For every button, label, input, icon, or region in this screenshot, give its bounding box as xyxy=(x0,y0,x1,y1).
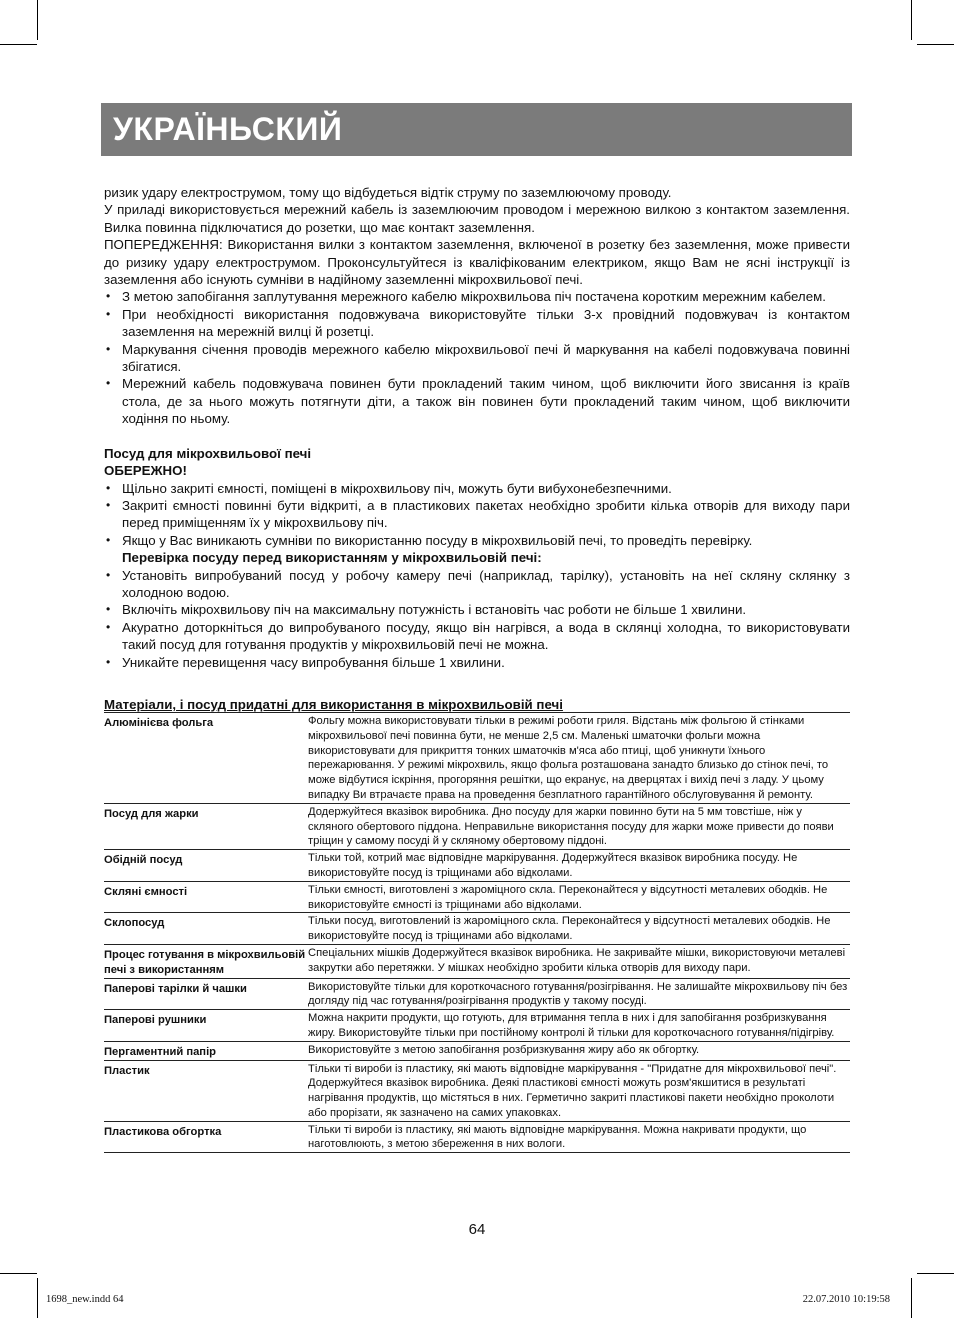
material-name: Процес готування в мікрохвильовій печі з використанням xyxy=(104,944,307,978)
list-item: • Включіть мікрохвильову піч на максимальну потужність і встановіть час роботи не більше 1 хвилини. xyxy=(104,601,850,618)
page-number: 64 xyxy=(468,1221,486,1238)
material-name: Пластик xyxy=(104,1060,307,1121)
table-row xyxy=(104,944,850,978)
footer-datetime-slug: 22.07.2010 10:19:58 xyxy=(802,1294,890,1305)
material-name: Паперові тарілки й чашки xyxy=(104,978,307,1010)
material-description: Спеціальних мішків Додержуйтеся вказівок виробника. Не закривайте мішки, використовуючи металеві закрутки або перетяжки. У мішках необхідно зробити кілька отворів для виходу пари. xyxy=(307,944,850,978)
cable-bullet-list xyxy=(104,288,850,427)
crop-mark xyxy=(0,44,37,45)
material-name: Склопосуд xyxy=(104,913,307,945)
list-item: • Закриті ємності повинні бути відкриті, а в пластикових пакетах необхідно зробити кілька отворів для виходу пари перед приміщенням їх у мікрохвильову піч. xyxy=(104,497,850,532)
crop-mark xyxy=(0,1273,37,1274)
material-description: Фольгу можна використовувати тільки в режимі роботи гриля. Відстань між фольгою й стінками мікрохвильової печі повинна бути, не менше 2,5 см. Маленькі шматочки фольги можна використовувати для прикриття тонких шматочків м'яса або птиці, щоб уникнути їхнього пережарювання. У режимі мікрохвиль, якщо фольга розташована занадто близько до стінок печі, то може відбутися іскріння, прогоряння решітки, що екранує, на дверцятах і вихід печі з ладу. У цьому випадку Ви втрачаєте права на проведення безплатного гарантійного обслуговування й ремонту. xyxy=(307,712,850,803)
material-description: Можна накрити продукти, що готують, для втримання тепла в них і для запобігання розбризкування жиру. Використовуйте тільки при постійному контролі й тільки для короткочасного готування/підігріву. xyxy=(307,1010,850,1042)
cookware-bullet-list xyxy=(104,480,850,671)
table-row xyxy=(104,1041,850,1060)
crop-mark xyxy=(911,1278,912,1318)
table-row xyxy=(104,803,850,849)
list-item: • Акуратно доторкніться до випробуваного посуду, якщо він нагрівся, а вода в склянці холодна, то використовувати такий посуд для готування продуктів у мікрохвильовій печі не можна. xyxy=(104,619,850,654)
materials-table-title: Матеріали, і посуд придатні для використання в мікрохвильовій печі xyxy=(104,696,563,712)
material-description: Тільки ті вироби із пластику, які мають відповідне маркірування - "Придатне для мікрохвильової печі". Додержуйтеся вказівок виробника. Деякі пластикові ємності можуть розм'якшитися в результаті нагрівання продуктів, що містяться в них. Герметично закриті пластикові пакети необхідно проколоти або прорізати, як зазначено на самих упаковках. xyxy=(307,1060,850,1121)
table-row xyxy=(104,913,850,945)
crop-mark xyxy=(37,0,38,40)
material-name: Пластикова обгортка xyxy=(104,1121,307,1153)
table-row xyxy=(104,850,850,882)
table-row xyxy=(104,1121,850,1153)
paragraph: У приладі використовується мережний кабель із заземлюючим проводом і мережною вилкою з контактом заземлення. Вилка повинна підключатися до розетки, що має контакт заземлення. xyxy=(104,202,850,235)
table-row xyxy=(104,881,850,913)
list-item: • З метою запобігання заплутування мережного кабелю мікрохвильова піч постачена коротким мережним кабелем. xyxy=(104,288,850,305)
table-row xyxy=(104,712,850,803)
material-name: Посуд для жарки xyxy=(104,803,307,849)
table-row xyxy=(104,1010,850,1042)
check-heading: Перевірка посуду перед використанням у мікрохвильовій печі: xyxy=(122,550,542,566)
material-name: Паперові рушники xyxy=(104,1010,307,1042)
list-item: • Якщо у Вас виникають сумніви по використанню посуду в мікрохвильовій печі, то проведіть перевірку. xyxy=(104,532,850,549)
material-description: Додержуйтеся вказівок виробника. Дно посуду для жарки повинно бути на 5 мм товстіше, ніж у скляного обертового піддона. Неправильне використання посуду для жарки може привести до появи тріщин у самому посуді й у скляному обертовому піддоні. xyxy=(307,803,850,849)
crop-mark xyxy=(37,1278,38,1318)
table-row xyxy=(104,1060,850,1121)
caution-label: ОБЕРЕЖНО! xyxy=(104,463,187,479)
crop-mark xyxy=(917,1273,954,1274)
list-item: • Маркування січення проводів мережного кабелю мікрохвильової печі й маркування на кабелі подовжувача повинні збігатися. xyxy=(104,341,850,376)
language-title: УКРАЇНЬСКИЙ xyxy=(113,111,343,147)
material-name: Пергаментний папір xyxy=(104,1041,307,1060)
language-header-band xyxy=(101,103,852,156)
list-item: • Мережний кабель подовжувача повинен бути прокладений таким чином, щоб виключити його звисання із країв стола, де за нього можуть потягнути діти, а також він повинен бути прокладений таким чином, щоб виключити ходіння по ньому. xyxy=(104,375,850,427)
page-content xyxy=(104,184,850,1153)
material-description: Тільки посуд, виготовлений із жароміцного скла. Переконайтеся у відсутності металевих ободків. Не використовуйте посуд із тріщинами або відколами. xyxy=(307,913,850,945)
material-name: Скляні ємності xyxy=(104,881,307,913)
crop-mark xyxy=(911,0,912,40)
list-item: • При необхідності використання подовжувача використовуйте тільки 3-х провідний подовжувач із контактом заземлення на мережній вилці й розетці. xyxy=(104,306,850,341)
list-item: • Уникайте перевищення часу випробування більше 1 хвилини. xyxy=(104,654,850,671)
material-description: Тільки ємності, виготовлені з жароміцного скла. Переконайтеся у відсутності металевих ободків. Не використовуйте ємності із тріщинами або відколами. xyxy=(307,881,850,913)
footer-file-slug: 1698_new.indd 64 xyxy=(46,1294,124,1305)
section-heading: Посуд для мікрохвильової печі xyxy=(104,445,312,461)
material-description: Тільки той, котрий має відповідне маркірування. Додержуйтеся вказівок виробника посуду. Не використовуйте посуд із тріщинами або відколами. xyxy=(307,850,850,882)
paragraph: ризик удару електрострумом, тому що відбудеться відтік струму по заземлюючому проводу. xyxy=(104,185,672,200)
list-item: • Щільно закриті ємності, поміщені в мікрохвильову піч, можуть бути вибухонебезпечними. xyxy=(104,480,850,497)
warning-paragraph: ПОПЕРЕДЖЕННЯ: Використання вилки з контактом заземлення, включеної в розетку без заземлення, може привести до ризику удару електрострумом. Проконсультуйтеся із кваліфікованим електриком, якщо Вам не ясні інструкції із заземлення або існують сумніви в надійному заземленні мікрохвильової печі. xyxy=(104,237,850,288)
material-name: Обідній посуд xyxy=(104,850,307,882)
material-description: Використовуйте з метою запобігання розбризкування жиру або як обгортку. xyxy=(307,1041,850,1060)
list-item: • Установіть випробуваний посуд у робочу камеру печі (наприклад, тарілку), установіть на неї скляну склянку з холодною водою. xyxy=(104,567,850,602)
materials-table xyxy=(104,712,850,1153)
material-description: Використовуйте тільки для короткочасного готування/розігрівання. Не залишайте мікрохвильову піч без догляду під час готування/розігрівання продуктів у такому посуді. xyxy=(307,978,850,1010)
crop-mark xyxy=(917,44,954,45)
material-description: Тільки ті вироби із пластику, які мають відповідне маркірування. Можна накривати продукти, що наготовлюють, з метою збереження в них вологи. xyxy=(307,1121,850,1153)
table-row xyxy=(104,978,850,1010)
material-name: Алюмінієва фольга xyxy=(104,712,307,803)
